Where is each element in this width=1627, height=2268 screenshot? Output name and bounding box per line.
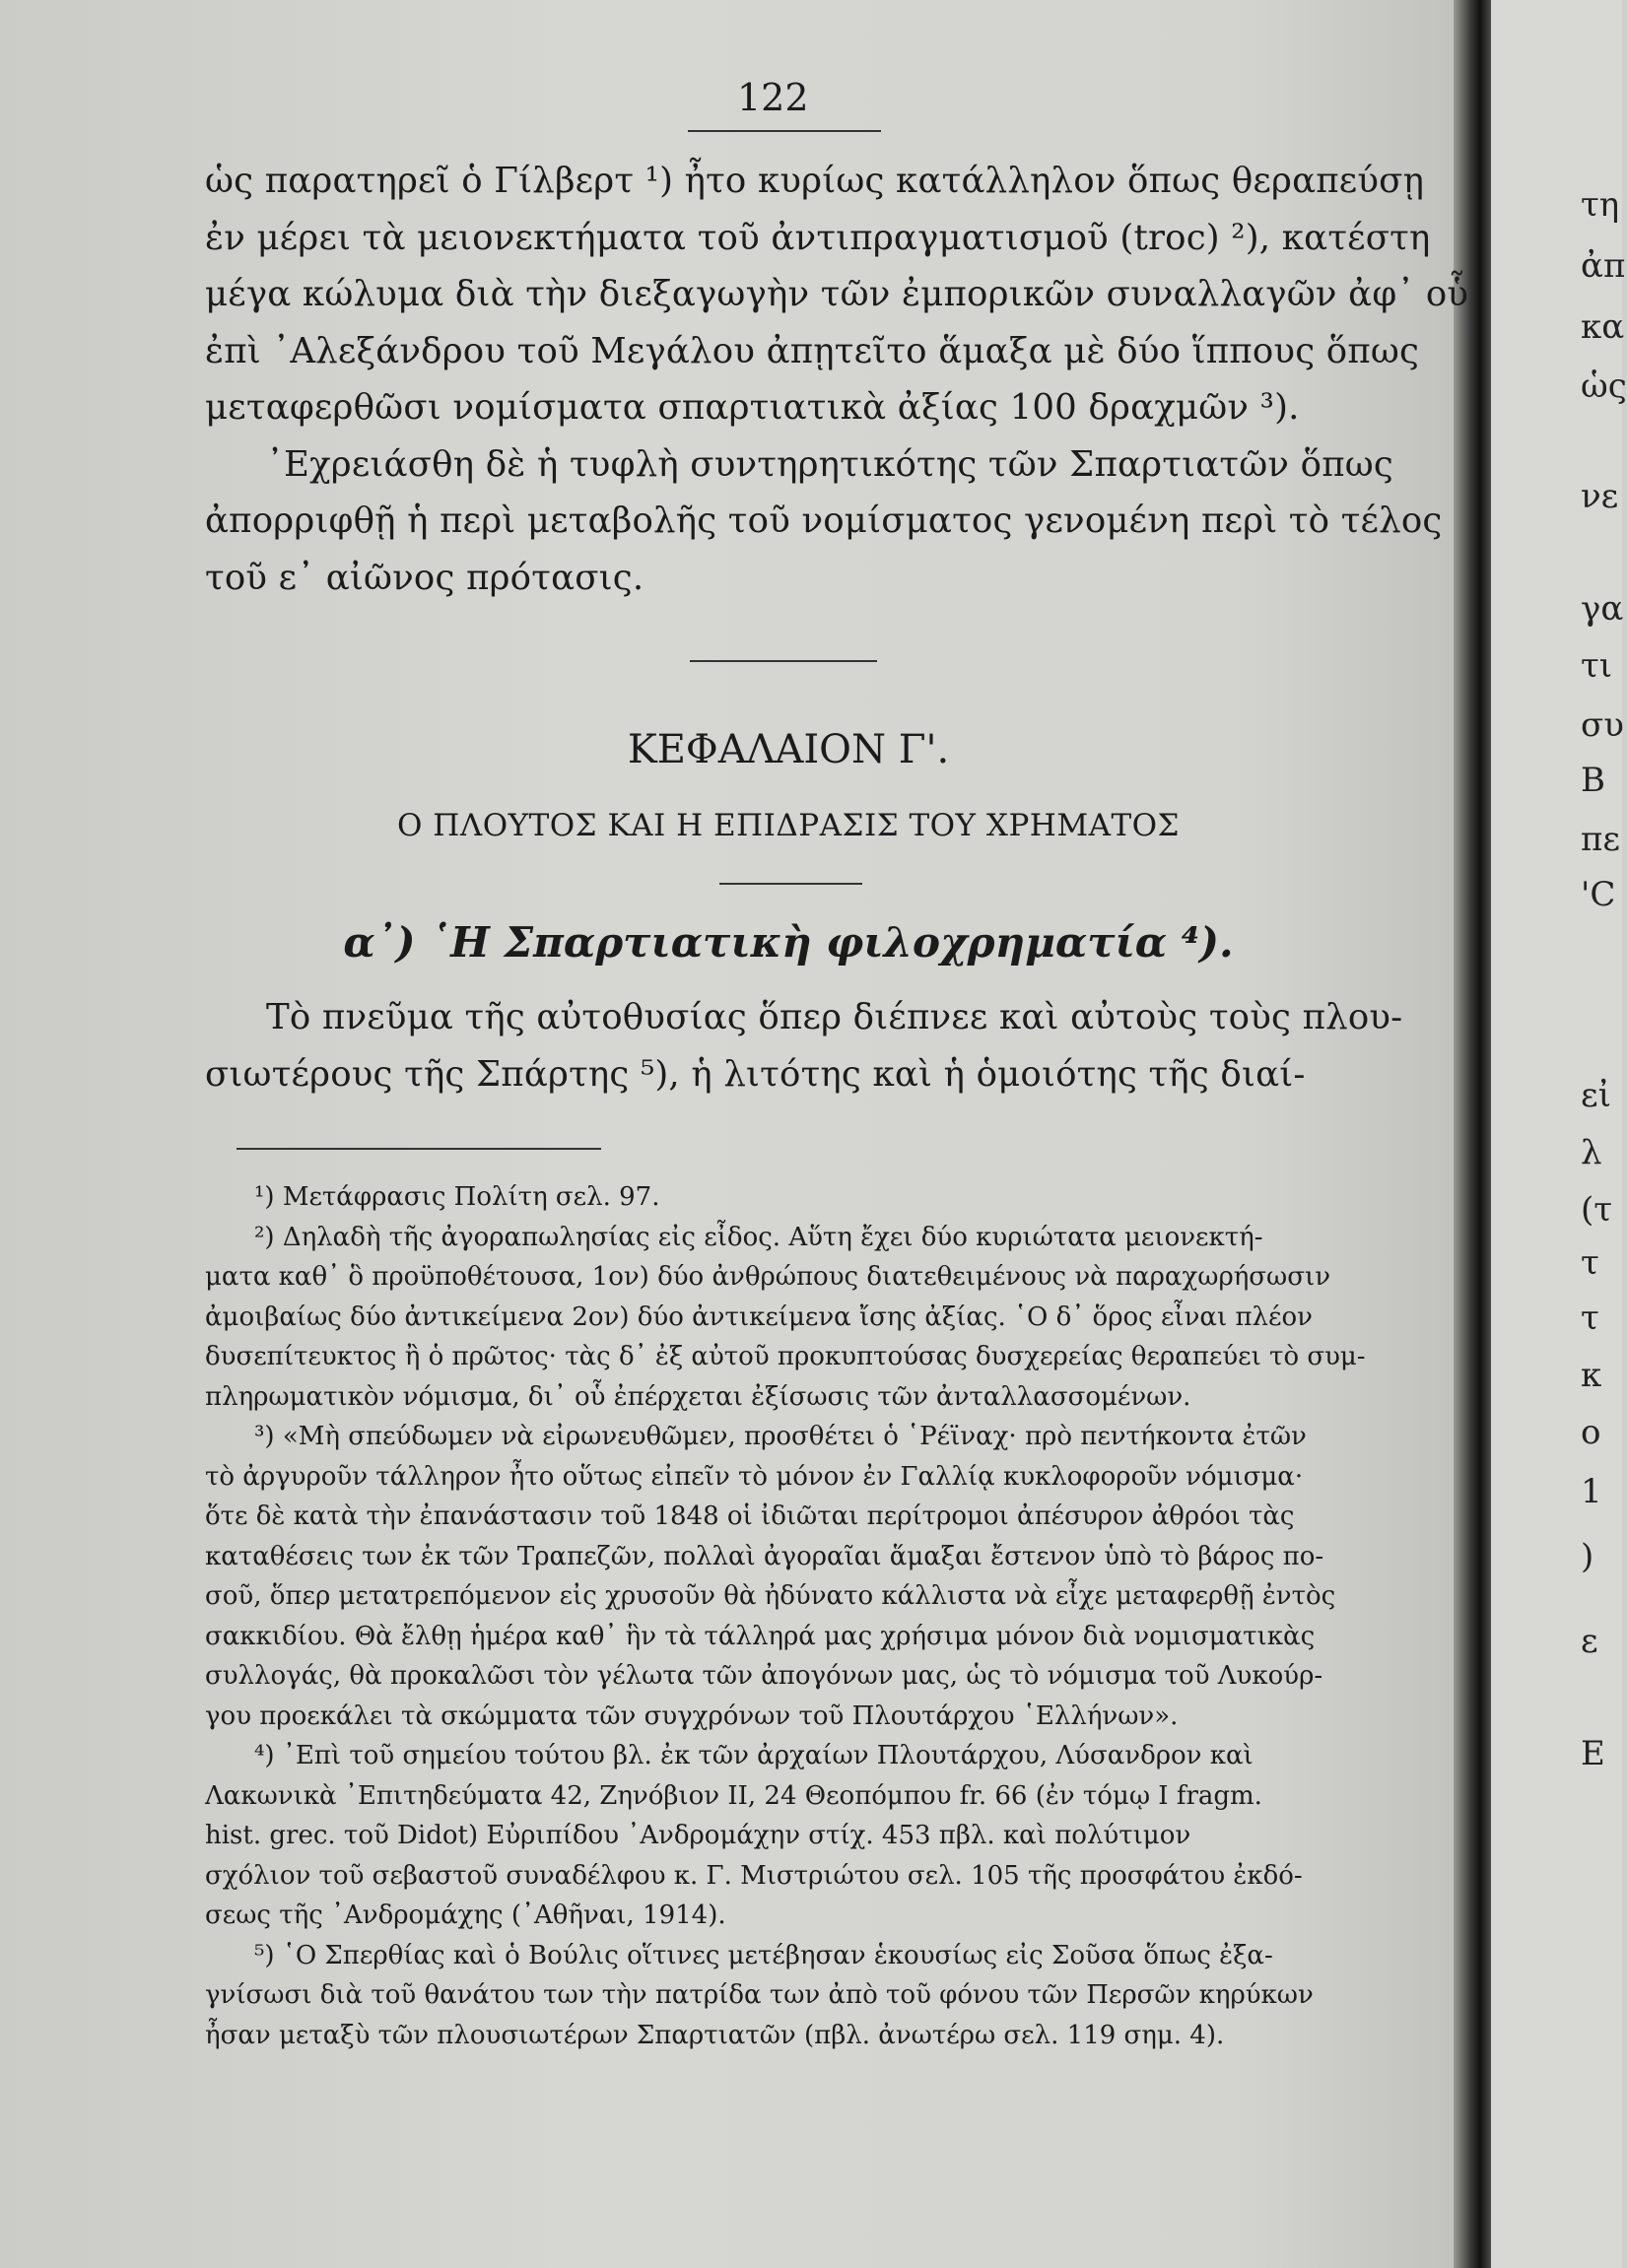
section-separator-rule bbox=[690, 660, 877, 662]
next-page-fragment: ο bbox=[1581, 1413, 1601, 1452]
chapter-subheading: Ο ΠΛΟΥΤΟΣ ΚΑΙ Η ΕΠΙΔΡΑΣΙΣ ΤΟΥ ΧΡΗΜΑΤΟΣ bbox=[397, 808, 1180, 843]
footnote-line: ⁴) ᾽Επὶ τοῦ σημείου τούτου βλ. ἐκ τῶν ἀρχαίων Πλουτάρχου, Λύσανδρον καὶ bbox=[254, 1741, 1254, 1770]
footnote-line: τὸ ἀργυροῦν τάλληρον ἦτο οὕτως εἰπεῖν τὸ μόνον ἐν Γαλλίᾳ κυκλοφοροῦν νόμισμα· bbox=[205, 1461, 1304, 1492]
page-number-rule bbox=[688, 130, 881, 132]
next-page-fragment: κ bbox=[1581, 1356, 1602, 1395]
next-page-fragment: 'C bbox=[1581, 875, 1616, 914]
footnote-line: ¹) Μετάφρασις Πολίτη σελ. 97. bbox=[254, 1182, 660, 1212]
footnote-line: hist. grec. τοῦ Didot) Εὐριπίδου ᾽Ανδρομάχην στίχ. 453 πβλ. καὶ πολύτιμον bbox=[205, 1821, 1191, 1850]
footnote-line: σεως τῆς ᾽Ανδρομάχης (᾽Αθῆναι, 1914). bbox=[205, 1901, 726, 1930]
footnote-line: γνίσωσι διὰ τοῦ θανάτου των τὴν πατρίδα των ἀπὸ τοῦ φόνου τῶν Περσῶν κηρύκων bbox=[205, 1980, 1314, 2010]
next-page-fragment: ε bbox=[1581, 1622, 1598, 1661]
footnote-line: συλλογάς, θὰ προκαλῶσι τὸν γέλωτα τῶν ἀπογόνων μας, ὡς τὸ νόμισμα τοῦ Λυκούρ- bbox=[205, 1661, 1323, 1691]
body-line: ὡς παρατηρεῖ ὁ Γίλβερτ ¹) ἦτο κυρίως κατάλληλον ὅπως θεραπεύσῃ bbox=[205, 161, 1425, 201]
footnote-line: ⁵) ῾Ο Σπερθίας καὶ ὁ Βούλις οἵτινες μετέβησαν ἑκουσίως εἰς Σοῦσα ὅπως ἐξα- bbox=[254, 1940, 1273, 1970]
footnote-line: ὅτε δὲ κατὰ τὴν ἐπανάστασιν τοῦ 1848 οἱ ἰδιῶται περίτρομοι ἀπέσυρον ἀθρόοι τὰς bbox=[205, 1501, 1295, 1531]
body-line: Τὸ πνεῦμα τῆς αὐτοθυσίας ὅπερ διέπνεε καὶ αὐτοὺς τοὺς πλου- bbox=[266, 997, 1403, 1037]
next-page-fragment: νε bbox=[1581, 477, 1619, 516]
next-page-fragment: συ bbox=[1581, 705, 1624, 745]
footnote-line: Λακωνικὰ ᾽Επιτηδεύματα 42, Ζηνόβιον II, 24 Θεοπόμπου fr. 66 (ἐν τόμῳ I fragm. bbox=[205, 1780, 1262, 1811]
next-page-fragment: τ bbox=[1581, 1243, 1599, 1283]
next-page-fragment: Β bbox=[1581, 761, 1605, 800]
footnote-line: ἦσαν μεταξὺ τῶν πλουσιωτέρων Σπαρτιατῶν (πβλ. ἀνωτέρω σελ. 119 σημ. 4). bbox=[205, 2020, 1225, 2050]
footnote-line: ³) «Μὴ σπεύδωμεν νὰ εἰρωνευθῶμεν, προσθέτει ὁ ῾Ρέϊναχ· πρὸ πεντήκοντα ἐτῶν bbox=[254, 1422, 1307, 1451]
body-line: μέγα κώλυμα διὰ τὴν διεξαγωγὴν τῶν ἐμπορικῶν συναλλαγῶν ἀφ᾽ οὗ bbox=[205, 274, 1469, 314]
body-line: ἐπὶ ᾽Αλεξάνδρου τοῦ Μεγάλου ἀπῃτεῖτο ἅμαξα μὲ δύο ἵππους ὅπως bbox=[205, 330, 1420, 371]
footnote-line: σακκιδίου. Θὰ ἔλθῃ ἡμέρα καθ᾽ ἣν τὰ τάλληρά μας χρήσιμα μόνον διὰ νομισματικὰς bbox=[205, 1621, 1316, 1651]
footnote-line: σοῦ, ὅπερ μετατρεπόμενον εἰς χρυσοῦν θὰ ἠδύνατο κάλλιστα νὰ εἶχε μεταφερθῇ ἐντὸς bbox=[205, 1581, 1336, 1611]
subheading-rule bbox=[719, 883, 862, 885]
next-page-fragment: πε bbox=[1581, 820, 1620, 859]
body-line: ἀπορριφθῇ ἡ περὶ μεταβολῆς τοῦ νομίσματος γενομένη περὶ τὸ τέλος bbox=[205, 500, 1443, 541]
body-line: σιωτέρους τῆς Σπάρτης ⁵), ἡ λιτότης καὶ ἡ ὁμοιότης τῆς διαί- bbox=[205, 1053, 1306, 1095]
next-page-fragment: ἀπ bbox=[1581, 246, 1626, 286]
next-page-fragment: εἰ bbox=[1581, 1076, 1611, 1115]
next-page-fragment: τη bbox=[1581, 185, 1620, 225]
next-page-fragment: Ε bbox=[1581, 1734, 1605, 1773]
section-title: α᾽) ῾Η Σπαρτιατικὴ φιλοχρηματία ⁴). bbox=[343, 918, 1234, 967]
next-page-fragment: κα bbox=[1581, 307, 1625, 347]
body-line: μεταφερθῶσι νομίσματα σπαρτιατικὰ ἀξίας 100 δραχμῶν ³). bbox=[205, 387, 1300, 428]
next-page-fragment: λ bbox=[1581, 1133, 1602, 1172]
footnote-line: δυσεπίτευκτος ἢ ὁ πρῶτος· τὰς δ᾽ ἐξ αὐτοῦ προκυπτούσας δυσχερείας θεραπεύει τὸ συμ- bbox=[205, 1342, 1366, 1371]
next-page-fragment: (τ bbox=[1581, 1190, 1613, 1230]
body-line: ᾽Εχρειάσθη δὲ ἡ τυφλὴ συντηρητικότης τῶν Σπαρτιατῶν ὅπως bbox=[266, 443, 1393, 485]
footnote-line: ματα καθ᾽ ὃ προϋποθέτουσα, 1ον) δύο ἀνθρώπους διατεθειμένους νὰ παραχωρήσωσιν bbox=[205, 1262, 1331, 1292]
book-gutter bbox=[1454, 0, 1491, 2268]
page-number: 122 bbox=[737, 76, 809, 119]
footnote-line: ²) Δηλαδὴ τῆς ἀγοραπωλησίας εἰς εἶδος. Αὕτη ἔχει δύο κυριώτατα μειονεκτή- bbox=[254, 1222, 1263, 1252]
next-page-fragment: 1 bbox=[1581, 1472, 1602, 1511]
footnote-line: σχόλιον τοῦ σεβαστοῦ συναδέλφου κ. Γ. Μιστριώτου σελ. 105 τῆς προσφάτου ἐκδό- bbox=[205, 1860, 1303, 1891]
body-line: τοῦ ε᾽ αἰῶνος πρότασις. bbox=[205, 557, 644, 598]
next-page-fragment: τι bbox=[1581, 646, 1613, 686]
footnote-line: καταθέσεις των ἐκ τῶν Τραπεζῶν, πολλαὶ ἀγοραῖαι ἅμαξαι ἔστενον ὑπὸ τὸ βάρος πο- bbox=[205, 1541, 1324, 1571]
chapter-heading: ΚΕΦΑΛΑΙΟΝ Γ'. bbox=[627, 727, 950, 772]
footnote-line: πληρωματικὸν νόμισμα, δι᾽ οὗ ἐπέρχεται ἐξίσωσις τῶν ἀνταλλασσομένων. bbox=[205, 1381, 1191, 1412]
next-page-fragment: ὡς bbox=[1581, 367, 1627, 406]
next-page-fragment: τ bbox=[1581, 1299, 1599, 1338]
next-page-fragment: γα bbox=[1581, 589, 1624, 629]
footnote-line: ἀμοιβαίως δύο ἀντικείμενα 2ον) δύο ἀντικείμενα ἴσης ἀξίας. ῾Ο δ᾽ ὅρος εἶναι πλέον bbox=[205, 1301, 1313, 1332]
next-page-fragment: ) bbox=[1581, 1537, 1594, 1576]
body-line: ἐν μέρει τὰ μειονεκτήματα τοῦ ἀντιπραγματισμοῦ (troc) ²), κατέστη bbox=[205, 217, 1431, 258]
footnote-line: γου προεκάλει τὰ σκώμματα τῶν συγχρόνων τοῦ Πλουτάρχου ῾Ελλήνων». bbox=[205, 1701, 1179, 1731]
footnote-separator-rule bbox=[237, 1148, 601, 1150]
